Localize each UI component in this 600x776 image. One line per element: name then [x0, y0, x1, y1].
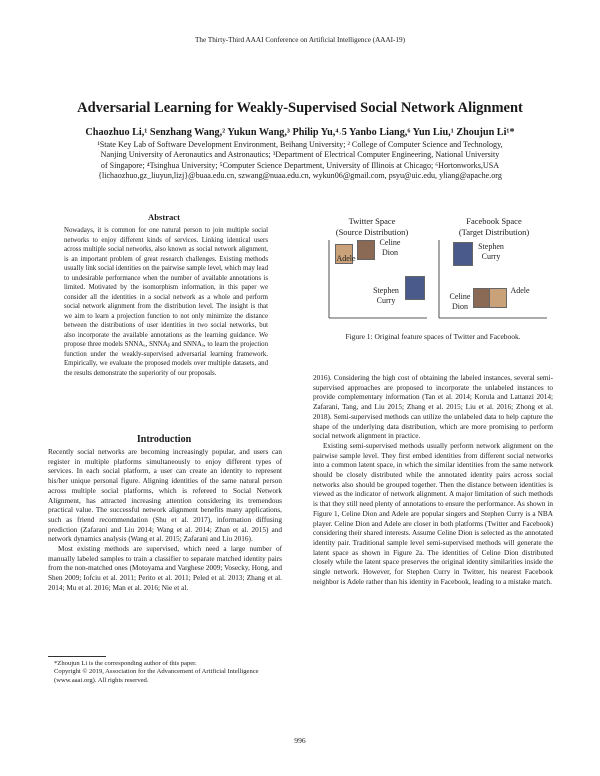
twitter-adele-label: Adele	[336, 254, 356, 263]
twitter-space-label: Twitter Space (Source Distribution)	[335, 216, 409, 237]
affiliation-line: Nanjing University of Aeronautics and Astronautics; ³Department of Electrical Computer Engineering, National University	[100, 150, 500, 160]
intro-paragraph: Recently social networks are becoming increasingly popular, and users can register in multiple platforms simultaneously to enjoy different types of services. In each social platform, a user can create an identity to represent his/her unique personal figure. Aligning identities of the same natural person across multiple social platforms, which is refereed to Social Network Alignment, has attracted increasing attention considering its tremendous practical value. The successful network alignment benefits many applications, such as friend recommendation (Shu et al. 2017), information diffusing prediction (Zafarani and Liu 2014; Wang et al. 2014; Zhan et al. 2015) and network dynamics analysis (Wang et al. 2015; Zafarani and Liu 2016).	[48, 448, 282, 544]
footnote	[54, 660, 286, 685]
figure-caption: Figure 1: Original feature spaces of Twitter and Facebook.	[345, 332, 521, 341]
facebook-celine-dion-label: Celine Dion	[449, 292, 471, 311]
affiliation-line: ¹State Key Lab of Software Development Environment, Beihang University; ² College of Computer Science and Technology,	[97, 140, 503, 149]
corresponding-author-note: *Zhoujun Li is the corresponding author of this paper.	[54, 660, 197, 667]
facebook-adele-label: Adele	[510, 286, 530, 295]
paper-title: Adversarial Learning for Weakly-Supervised Social Network Alignment	[77, 100, 523, 116]
intro-paragraph: Most existing methods are supervised, which need a large number of manually labeled samples to train a classifier to separate matched identity pairs from the non-matched ones (Motoyama and Varghese 2009; Vosecky, Hong, and Shen 2009; Iofciu et al. 2011; Perito et al. 2011; Peled et al. 2013; Zhang et al. 2014; Mu et al. 2016; Man et al. 2016; Nie et al.	[48, 545, 282, 592]
affiliation-line: of Singapore; ⁴Tsinghua University; ⁵Computer Science Department, University of Illinois at Chicago; ⁶Hortonworks,USA	[100, 160, 500, 170]
feature-space-axes	[313, 216, 553, 328]
email-line: {lichaozhuo,gz_liuyun,lizj}@buaa.edu.cn, szwang@nuaa.edu.cn, wykun06@gmail.com, psyu@uic.edu, yliang@apache.org	[98, 171, 502, 181]
body-paragraph: Existing semi-supervised methods usually perform network alignment on the pairwise sample level. They first embed identities from different social networks into a common latent space, in which the similar identities from the same network should be closely distributed while the annotated identity pairs across social networks also should be grouped together. Then the distance between identities is viewed as the indicator of network alignment. A major limitation of such methods is that they still need plenty of annotations to ensure the performance. As shown in Figure 1, Celine Dion and Adele are popular singers and Stephen Curry is a NBA player. Celine Dion and Adele are closer in both platforms (Twitter and Facebook) considering their shared interests. Assume Celine Dion is selected as the annotated identity pair. Traditional sample level semi-supervised methods will generate the latent space as shown in Figure 2a. The identities of Celine Dion distributed closely while the latent space preserves the original identity similarities inside the single network. However, for Stephen Curry in Twitter, his nearest Facebook neighbor is Adele rather than his identity in Facebook, leading to a mistake match.	[313, 441, 553, 586]
copyright-note: Copyright © 2019, Association for the Advancement of Artificial Intelligence (www.aaai.org). All rights reserved.	[54, 668, 259, 684]
abstract-text: Nowadays, it is common for one natural person to join multiple social networks to enjoy different kinds of services. Linking identical users across multiple social networks, also known as social network alignment, is an important problem of great research challenges. Existing methods usually link social identities on the pairwise sample level, which may lead to undesirable performance when the number of available annotations is limited. Motivated by the isomorphism information, in this paper we consider all the identities in a social network as a whole and perform social network alignment from the distribution level. The insight is that we aim to learn a projection function to not only minimize the distance between the distributions of user identities in two social networks, but also incorporate the available annotations as the learning guidance. We propose three models SNNAᵤ, SNNAᵦ and SNNAₒ, to learn the projection function under the weakly-supervised adversarial learning framework. Empirically, we evaluate the proposed models over multiple datasets, and the results demonstrate the superiority of our proposals.	[64, 227, 268, 377]
body-paragraph: 2016). Considering the high cost of obtaining the labeled instances, several semi-supervised approaches are proposed to incorporate the unlabeled instances to provide complementary information (Tan et al. 2014; Korula and Lattanzi 2014; Zafarani, Tang, and Liu 2015; Zhang et al. 2015; Liu et al. 2016; Zhong et al. 2018). Semi-supervised methods can utilize the unlabeled data to help capture the shape of the underlying data distribution, which are more promising to perform social network alignment in practice.	[313, 374, 553, 441]
introduction-heading: Introduction	[136, 434, 192, 445]
abstract-heading: Abstract	[148, 212, 180, 222]
conference-header: The Thirty-Third AAAI Conference on Artificial Intelligence (AAAI-19)	[194, 36, 406, 44]
facebook-space-label: Facebook Space (Target Distribution)	[458, 216, 530, 237]
figure-1	[313, 216, 553, 328]
twitter-stephen-curry-label: Stephen Curry	[373, 286, 399, 305]
author-list: Chaozhuo Li,¹ Senzhang Wang,² Yukun Wang,³ Philip Yu,⁴˒5 Yanbo Liang,⁶ Yun Liu,¹ Zhoujun Li¹*	[85, 127, 515, 138]
twitter-celine-dion-label: Celine Dion	[379, 238, 401, 257]
affiliations	[36, 140, 564, 182]
page-number: 996	[294, 736, 306, 745]
stephen-curry-photo	[453, 242, 473, 266]
facebook-stephen-curry-label: Stephen Curry	[478, 242, 504, 261]
right-column-body	[313, 374, 553, 587]
stephen-curry-photo	[405, 276, 425, 300]
footnote-rule	[48, 656, 106, 657]
introduction-body	[48, 448, 282, 594]
